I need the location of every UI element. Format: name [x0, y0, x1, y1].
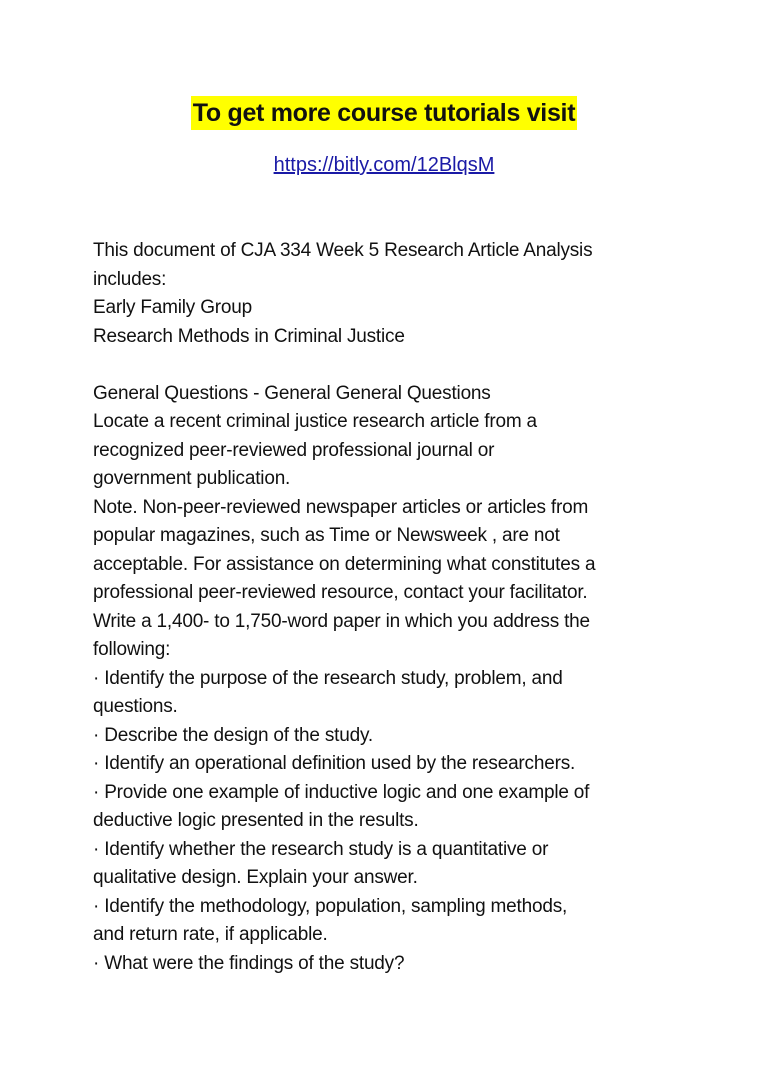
link-container [0, 151, 768, 179]
text-line: and return rate, if applicable. [93, 924, 328, 945]
text-line: acceptable. For assistance on determining what constitutes a [93, 553, 596, 575]
tutorial-link[interactable]: https://bitly.com/12BlqsM [273, 154, 495, 176]
header [0, 96, 768, 130]
text-line [93, 351, 693, 380]
bullet-item: · Identify an operational definition used by the researchers. [93, 753, 576, 774]
text-line: government publication. [93, 468, 291, 489]
bullet-item: · Provide one example of inductive logic and one example of [93, 781, 590, 803]
bullet-item: · What were the findings of the study? [93, 952, 405, 974]
text-line: Early Family Group [93, 297, 252, 318]
text-line: professional peer-reviewed resource, contact your facilitator. [93, 582, 588, 603]
text-line: recognized peer-reviewed professional journal or [93, 439, 495, 461]
text-line: Research Methods in Criminal Justice [93, 325, 405, 347]
text-line: following: [93, 639, 171, 660]
text-line: This document of CJA 334 Week 5 Research Article Analysis [93, 240, 593, 261]
text-line: popular magazines, such as Time or Newsweek , are not [93, 525, 560, 546]
text-line: Note. Non-peer-reviewed newspaper articles or articles from [93, 496, 589, 518]
text-line: Write a 1,400- to 1,750-word paper in which you address the [93, 610, 590, 632]
bullet-item: · Describe the design of the study. [93, 724, 373, 746]
document-body [93, 237, 693, 978]
page-title: To get more course tutorials visit [191, 96, 577, 130]
bullet-item: · Identify the purpose of the research study, problem, and [93, 667, 563, 689]
bullet-item: · Identify the methodology, population, sampling methods, [93, 895, 568, 917]
bullet-item: · Identify whether the research study is a quantitative or [93, 838, 549, 860]
text-line: General Questions - General General Questions [93, 382, 491, 404]
text-line: questions. [93, 696, 178, 717]
text-line: deductive logic presented in the results. [93, 810, 419, 831]
text-line: qualitative design. Explain your answer. [93, 867, 418, 888]
text-line: Locate a recent criminal justice research article from a [93, 411, 537, 432]
text-line: includes: [93, 268, 167, 290]
